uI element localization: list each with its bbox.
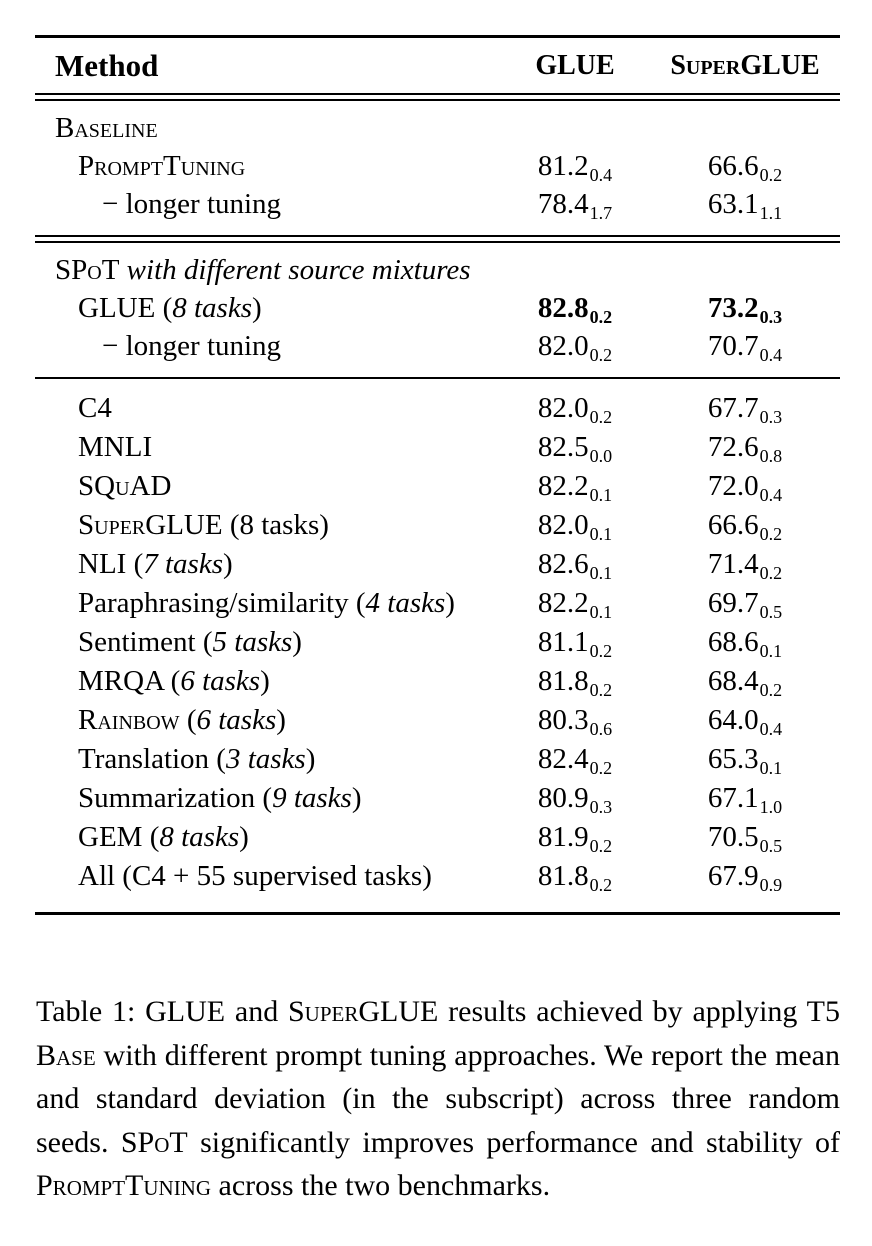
score-mean: 81.2 [537,150,589,182]
score-stddev: 0.3 [759,407,783,427]
glue-score-cell [500,506,650,548]
row-label [35,147,500,185]
superglue-score-cell [650,389,840,431]
score-stddev: 0.2 [589,641,613,661]
score-mean: 80.3 [537,704,589,736]
row-prompt-tuning-longer [35,185,840,223]
text-segment: 3 tasks [225,743,306,775]
text-segment: − longer tuning [102,188,282,220]
row-label [35,506,500,545]
row-spot-glue [35,289,840,327]
results-table [35,35,840,915]
score-mean: 72.6 [707,431,759,463]
score-mean: 82.4 [537,743,589,775]
row-label [35,779,500,818]
superglue-score-cell [650,185,840,226]
score-stddev: 0.2 [759,165,783,185]
text-segment: PromptTuning [78,150,246,182]
text-segment: ) [276,704,286,736]
score-mean: 67.9 [707,860,759,892]
text-segment: SuperGLUE [288,995,439,1028]
text-segment: 6 tasks [180,665,261,697]
score-mean: 81.8 [537,665,589,697]
glue-score-cell [500,389,650,431]
row-label [35,662,500,701]
score-stddev: 0.8 [759,446,783,466]
text-segment: ) [239,821,249,853]
score-mean: 63.1 [707,188,759,220]
superglue-score-cell [650,545,840,587]
row-prompt-tuning [35,147,840,185]
glue-score-cell [500,584,650,626]
text-segment: ) [292,626,302,658]
table-caption [36,990,840,1208]
score-stddev: 0.6 [589,719,613,739]
table-rule-double [35,235,840,243]
superglue-score-cell [650,701,840,743]
superglue-score-cell [650,584,840,626]
text-segment: 8 tasks [159,821,240,853]
text-segment: PromptTuning [36,1169,212,1202]
row-label [35,467,500,506]
score-mean: 67.7 [707,392,759,424]
text-segment: Sentiment ( [78,626,213,658]
table-header-row [35,38,840,93]
score-mean: 65.3 [707,743,759,775]
text-segment: C4 [78,392,112,424]
text-segment: ( [179,704,197,736]
score-mean: 72.0 [707,470,759,502]
superglue-score-cell [650,818,840,860]
text-segment: ) [445,587,455,619]
glue-score-cell [500,545,650,587]
glue-score-cell [500,779,650,821]
glue-score-cell [500,818,650,860]
text-segment: Base [36,1038,96,1072]
score-mean: 68.6 [707,626,759,658]
text-segment: ) [351,782,362,814]
score-stddev: 0.2 [589,836,613,856]
row-label [35,584,500,623]
score-stddev: 0.2 [759,524,783,544]
score-stddev: 0.3 [589,797,613,817]
row-spot-section [35,251,840,289]
score-stddev: 0.2 [589,345,613,365]
text-segment: across the two benchmarks. [211,1169,551,1202]
table-rule-header [35,93,840,101]
text-segment: ) [260,665,270,697]
row-squad [35,467,840,506]
text-segment: 5 tasks [212,626,293,658]
score-mean: 73.2 [707,292,759,324]
score-stddev: 0.9 [759,875,783,895]
row-label [35,545,500,584]
score-stddev: 0.2 [589,680,613,700]
superglue-score-cell [650,623,840,665]
text-segment: SQuAD [78,470,172,502]
row-label [35,623,500,662]
glue-score-cell [500,662,650,704]
row-summarization [35,779,840,818]
text-segment: 4 tasks [365,587,446,619]
score-stddev: 0.5 [759,836,783,856]
row-baseline-section [35,109,840,147]
text-segment: Rainbow [78,704,180,736]
glue-score-cell [500,185,650,226]
score-mean: 82.2 [537,587,589,619]
row-sentiment [35,623,840,662]
score-mean: 64.0 [707,704,759,736]
row-label [35,701,500,740]
text-segment: GLUE ( [78,292,173,324]
glue-score-cell [500,623,650,665]
score-mean: 82.6 [537,548,589,580]
row-c4 [35,389,840,428]
text-segment: significantly improves performance and stability of [187,1125,840,1159]
superglue-score-cell [650,289,840,330]
glue-score-cell [500,327,650,368]
row-label [35,389,500,428]
superglue-score-cell [650,327,840,368]
score-mean: 80.9 [537,782,589,814]
score-mean: 82.0 [537,330,589,362]
score-mean: 81.1 [537,626,589,658]
score-stddev: 0.1 [589,485,613,505]
superglue-score-cell [650,662,840,704]
row-mrqa [35,662,840,701]
row-all [35,857,840,896]
score-stddev: 0.4 [759,485,783,505]
superglue-score-cell [650,779,840,821]
score-stddev: 0.4 [759,719,783,739]
row-spot-glue-longer [35,327,840,365]
col-header-superglue: SuperGLUE [670,49,820,81]
row-label [35,109,500,147]
text-segment: Paraphrasing/similarity ( [78,587,366,619]
score-stddev: 0.1 [589,524,613,544]
score-stddev: 0.2 [759,563,783,583]
row-label [35,185,500,223]
score-mean: 78.4 [537,188,589,220]
superglue-score-cell [650,147,840,188]
results-table-body [35,101,840,915]
score-mean: 82.5 [537,431,589,463]
score-mean: 82.8 [537,292,589,324]
score-mean: 82.2 [537,470,589,502]
col-header-method: Method [55,47,159,83]
text-segment: with different prompt tuning approaches. We report the mean and standard deviation (in the subscript) across three random seeds. [36,1038,840,1159]
text-segment: NLI ( [78,548,144,580]
glue-score-cell [500,701,650,743]
score-stddev: 0.4 [759,345,783,365]
row-gem [35,818,840,857]
text-segment: MNLI [78,431,153,463]
score-stddev: 0.1 [589,602,613,622]
text-segment: ) [222,548,233,580]
row-label [35,251,500,289]
score-mean: 67.1 [707,782,759,814]
text-segment: SuperGLUE [78,509,223,541]
score-stddev: 1.0 [759,797,783,817]
text-segment: MRQA ( [78,665,181,697]
score-mean: 81.8 [537,860,589,892]
score-stddev: 0.1 [759,641,783,661]
row-label [35,327,500,365]
glue-score-cell [500,289,650,330]
text-segment: with different source mixtures [119,254,471,286]
score-stddev: 1.1 [759,203,783,223]
row-label [35,428,500,467]
text-segment: 8 tasks [172,292,252,324]
score-mean: 71.4 [707,548,759,580]
text-segment: Baseline [55,112,158,144]
superglue-score-cell [650,857,840,899]
score-mean: 66.6 [707,509,759,541]
superglue-score-cell [650,467,840,509]
score-stddev: 0.4 [589,165,613,185]
glue-score-cell [500,428,650,470]
text-segment: 7 tasks [143,548,223,580]
glue-score-cell [500,147,650,188]
text-segment: − longer tuning [102,330,282,362]
text-segment: Summarization ( [78,782,273,814]
row-paraphrasing [35,584,840,623]
row-rainbow [35,701,840,740]
col-header-glue: GLUE [535,49,615,81]
glue-score-cell [500,857,650,899]
table-group-1 [35,243,840,377]
score-mean: 66.6 [707,150,759,182]
row-label [35,857,500,896]
score-stddev: 0.0 [589,446,613,466]
text-segment: SPoT [120,1125,188,1159]
score-stddev: 0.2 [759,680,783,700]
score-stddev: 0.2 [589,758,613,778]
score-stddev: 0.5 [759,602,783,622]
table-rule-bottom [35,912,840,915]
score-stddev: 0.1 [759,758,783,778]
score-stddev: 0.2 [589,307,613,327]
score-mean: 70.5 [707,821,759,853]
score-stddev: 0.2 [589,407,613,427]
table-group-2 [35,379,840,912]
score-mean: 70.7 [707,330,759,362]
text-segment: Translation ( [78,743,226,775]
row-label [35,740,500,779]
row-nli [35,545,840,584]
score-mean: 69.7 [707,587,759,619]
score-mean: 82.0 [537,392,589,424]
row-label [35,818,500,857]
superglue-score-cell [650,740,840,782]
text-segment: results achieved by applying T5 [438,995,840,1028]
glue-score-cell [500,740,650,782]
row-mnli [35,428,840,467]
text-segment: GEM ( [78,821,160,853]
score-mean: 81.9 [537,821,589,853]
table-group-0 [35,101,840,235]
text-segment: 9 tasks [272,782,352,814]
score-stddev: 0.1 [589,563,613,583]
text-segment: ) [251,292,262,324]
row-superglue [35,506,840,545]
score-mean: 68.4 [707,665,759,697]
text-segment: 6 tasks [196,704,277,736]
glue-score-cell [500,467,650,509]
superglue-score-cell [650,506,840,548]
text-segment: (8 tasks) [222,509,329,541]
score-stddev: 1.7 [589,203,613,223]
text-segment: Table 1: GLUE and [36,995,288,1028]
score-mean: 82.0 [537,509,589,541]
score-stddev: 0.2 [589,875,613,895]
text-segment: All (C4 + 55 supervised tasks) [78,860,432,892]
superglue-score-cell [650,428,840,470]
score-stddev: 0.3 [759,307,783,327]
text-segment: SPoT [55,254,120,286]
text-segment: ) [305,743,316,775]
row-translation [35,740,840,779]
row-label [35,289,500,327]
